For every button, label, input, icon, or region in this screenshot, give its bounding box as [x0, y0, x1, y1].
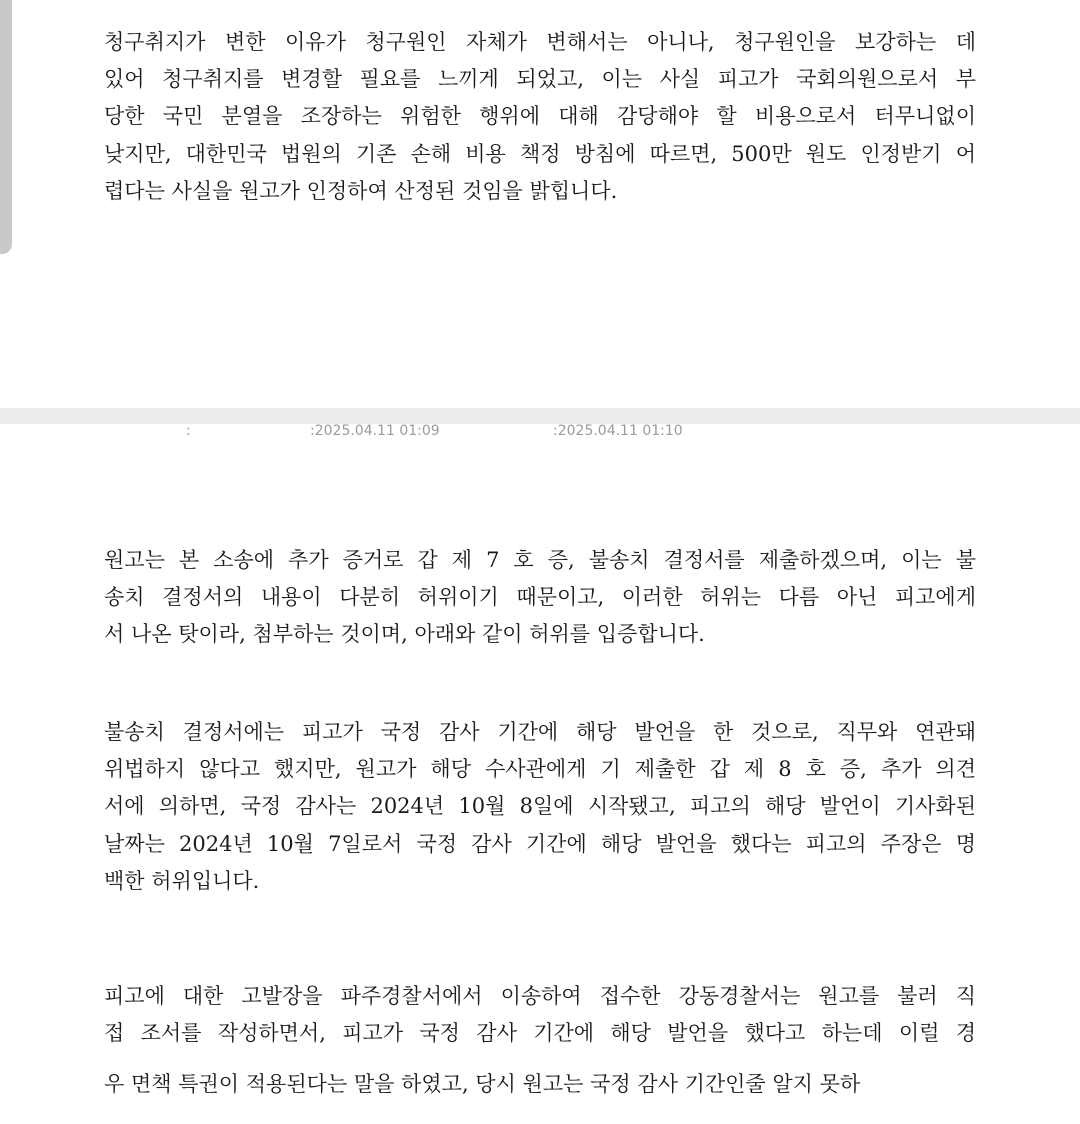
document-page — [0, 0, 1080, 408]
paragraph-police-report — [104, 978, 976, 1052]
text-line: 날짜는 2024년 10월 7일로서 국정 감사 기간에 해당 발언을 했다는 피고의 주장은 명 — [104, 831, 976, 856]
text-line: 위법하지 않다고 했지만, 원고가 해당 수사관에게 기 제출한 갑 제 8 호 증, 추가 의견 — [104, 757, 976, 782]
paragraph-evidence-7 — [104, 542, 976, 654]
text-line: 원고는 본 소송에 추가 증거로 갑 제 7 호 증, 불송치 결정서를 제출하겠으며, 이는 불 — [104, 548, 976, 572]
text-line: 접 조서를 작성하면서, 피고가 국정 감사 기간에 해당 발언을 했다고 하는데 이럴 경 — [104, 1021, 976, 1046]
text-line: 송치 결정서의 내용이 다분히 허위이기 때문이고, 이러한 허위는 다름 아닌 피고에게 — [104, 585, 976, 610]
modified-timestamp: :2025.04.11 01:10 — [553, 423, 683, 439]
text-line: 서에 의하면, 국정 감사는 2024년 10월 8일에 시작됐고, 피고의 해당 발언이 기사화된 — [104, 794, 976, 819]
text-line-partial: 우 면책 특권이 적용된다는 말을 하였고, 당시 원고는 국정 감사 기간인줄 알지 못하 — [104, 1072, 861, 1096]
text-line: 서 나온 탓이라, 첨부하는 것이며, 아래와 같이 허위를 입증합니다. — [104, 622, 705, 647]
created-timestamp: :2025.04.11 01:09 — [310, 423, 440, 439]
paragraph-claim-change — [104, 24, 976, 210]
text-line: 당한 국민 분열을 조장하는 위험한 행위에 대해 감당해야 할 비용으로서 터무니없이 — [104, 104, 976, 129]
text-line: 청구취지가 변한 이유가 청구원인 자체가 변해서는 아니나, 청구원인을 보강하는 데 — [104, 30, 976, 54]
text-line: 피고에 대한 고발장을 파주경찰서에서 이송하여 접수한 강동경찰서는 원고를 불러 직 — [104, 984, 976, 1008]
text-line: 렵다는 사실을 원고가 인정하여 산정된 것임을 밝힙니다. — [104, 178, 618, 203]
text-line: 불송치 결정서에는 피고가 국정 감사 기간에 해당 발언을 한 것으로, 직무와 연관돼 — [104, 720, 976, 744]
text-line: 백한 허위입니다. — [104, 868, 260, 893]
meta-marker: : — [186, 423, 191, 439]
scrollbar-thumb[interactable] — [0, 0, 12, 254]
page-metadata — [0, 420, 1080, 444]
text-line: 있어 청구취지를 변경할 필요를 느끼게 되었고, 이는 사실 피고가 국회의원으로서 부 — [104, 67, 976, 92]
text-line: 낮지만, 대한민국 법원의 기존 손해 비용 책정 방침에 따르면, 500만 원도 인정받기 어 — [104, 141, 976, 166]
paragraph-audit-period — [104, 714, 976, 900]
